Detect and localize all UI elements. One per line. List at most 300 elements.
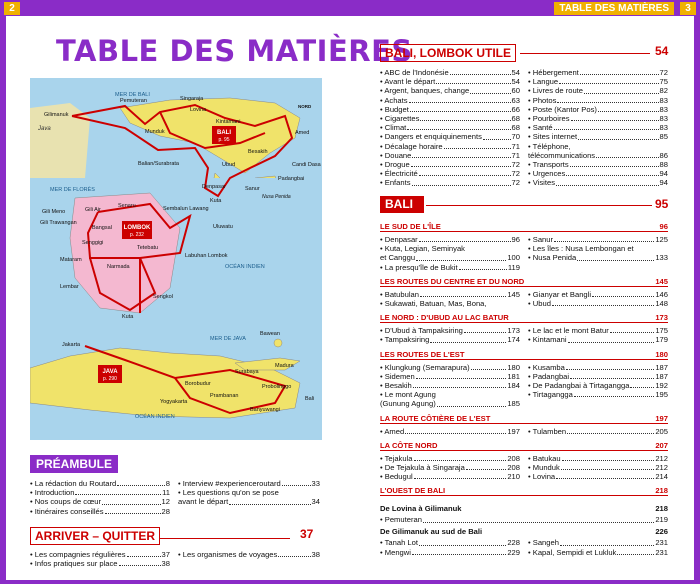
- toc-entry-page: 133: [655, 253, 668, 263]
- toc-entry-title: • Kusamba: [528, 362, 565, 372]
- toc-entry-page: 187: [655, 371, 668, 381]
- toc-entry-title: • Munduk: [528, 463, 560, 472]
- toc-entry-title: • Sangeh: [528, 538, 559, 548]
- toc-entry: [528, 548, 668, 557]
- toc-entry-page: 210: [507, 472, 520, 482]
- toc-entry-page: 212: [655, 453, 668, 463]
- bottom-border: [0, 580, 700, 584]
- toc-entry-page: 205: [655, 426, 668, 436]
- toc-entry-title: • Klungkung (Semarapura): [380, 362, 470, 372]
- preambule-left-list: [30, 479, 170, 516]
- preambule-right-list: [178, 479, 320, 507]
- map-label-ocean-2: OCÉAN INDIEN: [135, 414, 175, 420]
- toc-entry: [528, 372, 668, 381]
- toc-entry: [178, 550, 320, 559]
- svg-text:Balian/Surabrata: Balian/Surabrata: [138, 161, 179, 167]
- toc-entry-title: • Tampaksiring: [380, 335, 430, 345]
- toc-entry-title: • Pemuteran: [380, 515, 422, 525]
- toc-entry-title: • Avant le départ: [380, 77, 436, 87]
- toc-entry-title: • Le lac et le mont Batur: [528, 326, 609, 336]
- toc-entry-page: 185: [507, 399, 520, 409]
- toc-entry-page: 38: [311, 550, 320, 559]
- toc-entry: [380, 427, 520, 436]
- toc-entry-title: télécommunications: [528, 150, 596, 160]
- toc-entry-title: • Drogue: [380, 160, 410, 170]
- toc-entry-title: • Sanur: [528, 235, 554, 244]
- toc-entry: [380, 399, 520, 408]
- toc-entry: [380, 463, 520, 472]
- toc-entry-title: • Sidemen: [380, 371, 415, 381]
- toc-entry-page: 68: [511, 114, 520, 124]
- bali-subsection-heading: LES ROUTES DE L'EST 180: [380, 349, 668, 359]
- toc-entry: [178, 497, 320, 506]
- utile-right-list: [528, 68, 668, 188]
- toc-entry: [380, 326, 520, 335]
- map-label-mer-flores: MER DE FLORÈS: [50, 187, 95, 193]
- toc-entry-page: 63: [511, 95, 520, 105]
- right-page-number: 3: [680, 2, 696, 15]
- bali-rule: [426, 205, 652, 206]
- svg-text:Denpasar: Denpasar: [202, 184, 226, 190]
- toc-entry-title: • Kapal, Sempidi et Lukluk: [528, 547, 617, 557]
- svg-text:Probolinggo: Probolinggo: [262, 384, 292, 390]
- toc-entry: [380, 142, 520, 151]
- toc-entry: [528, 326, 668, 335]
- svg-text:Lovina: Lovina: [190, 107, 207, 113]
- toc-entry: [528, 363, 668, 372]
- map-label-java: Java: [38, 126, 51, 132]
- svg-text:Bawean: Bawean: [260, 331, 280, 337]
- toc-entry-title: • Dangers et enquiquinements: [380, 132, 482, 142]
- svg-text:Amed: Amed: [295, 130, 310, 136]
- toc-entry-title: • Besakih: [380, 381, 412, 390]
- left-page-number: 2: [4, 2, 20, 15]
- svg-text:Uluwatu: Uluwatu: [213, 224, 233, 230]
- toc-entry: [528, 178, 668, 187]
- right-border: [694, 0, 700, 584]
- map-label-nusa-penida: Nusa Penida: [262, 194, 291, 200]
- java-badge-label: JAVA: [102, 369, 118, 375]
- toc-entry-page: 187: [655, 362, 668, 372]
- toc-entry: [528, 253, 668, 262]
- toc-entry-page: 119: [507, 262, 520, 272]
- toc-entry-page: 146: [655, 289, 668, 299]
- toc-entry: [528, 454, 668, 463]
- map-label-mer-java: MER DE JAVA: [210, 336, 246, 342]
- bali-subsection-heading: L'OUEST DE BALI 218: [380, 486, 668, 496]
- utile-left-list: [380, 68, 520, 188]
- toc-entry: [528, 77, 668, 86]
- toc-entry-title: • Batubulan: [380, 289, 419, 299]
- toc-entry-title: • Livres de route: [528, 86, 583, 96]
- toc-entry-title: • Douane: [380, 150, 412, 160]
- bali-page: 95: [655, 197, 669, 211]
- toc-entry-page: 72: [659, 68, 668, 77]
- toc-entry-page: 83: [659, 123, 668, 133]
- toc-entry: [528, 299, 668, 308]
- toc-entry-page: 231: [655, 547, 668, 557]
- toc-entry-title: • Argent, banques, change: [380, 86, 470, 96]
- toc-entry-page: 228: [507, 538, 520, 548]
- toc-entry: [380, 132, 520, 141]
- toc-entry: [380, 105, 520, 114]
- toc-entry-title: • Sites internet: [528, 132, 578, 142]
- toc-entry-title: • Kintamani: [528, 335, 567, 345]
- toc-entry: [30, 497, 170, 506]
- bali-badge-page: p. 95: [218, 137, 230, 143]
- toc-entry-page: 145: [507, 289, 520, 299]
- bali-badge-label: BALI: [217, 130, 231, 136]
- toc-entry-page: 37: [161, 550, 170, 559]
- toc-entry-page: 175: [655, 326, 668, 336]
- toc-entry-page: 72: [511, 160, 520, 170]
- toc-entry: [528, 381, 668, 390]
- toc-entry-title: • Padangbai: [528, 371, 570, 381]
- toc-entry-page: 96: [511, 235, 520, 244]
- toc-entry-page: 86: [659, 150, 668, 160]
- toc-entry: [380, 123, 520, 132]
- toc-entry-title: • De Tejakula à Singaraja: [380, 463, 465, 472]
- toc-entry-page: 94: [659, 178, 668, 188]
- map-label-ocean-1: OCÉAN INDIEN: [225, 264, 265, 270]
- toc-entry-title: • Le mont Agung: [380, 390, 436, 400]
- toc-entry-title: (Gunung Agung): [380, 399, 436, 409]
- toc-entry-title: • Mengwi: [380, 547, 411, 557]
- svg-text:Madura: Madura: [275, 363, 294, 369]
- toc-entry: [380, 160, 520, 169]
- toc-entry: [528, 114, 668, 123]
- toc-entry: [528, 290, 668, 299]
- toc-entry: [380, 472, 520, 481]
- bali-lombok-utile-heading: BALI, LOMBOK UTILE: [380, 44, 516, 62]
- svg-text:Narmada: Narmada: [107, 264, 130, 270]
- toc-entry-title: • Denpasar: [380, 235, 418, 244]
- toc-entry-page: 181: [507, 371, 520, 381]
- svg-text:Sanur: Sanur: [245, 186, 260, 192]
- toc-entry-page: 75: [659, 77, 668, 87]
- toc-entry: [380, 253, 520, 262]
- toc-entry-page: 195: [655, 390, 668, 400]
- toc-entry-title: • Visites: [528, 178, 555, 188]
- svg-text:Lembar: Lembar: [60, 284, 79, 290]
- toc-entry: [528, 169, 668, 178]
- toc-entry-page: 71: [511, 141, 520, 151]
- svg-text:Senaru: Senaru: [118, 203, 136, 209]
- bali-subsection-heading: LE NORD : D'UBUD AU LAC BATUR 173: [380, 313, 668, 323]
- svg-text:Yogyakarta: Yogyakarta: [160, 399, 188, 405]
- svg-text:Borobudur: Borobudur: [185, 381, 211, 387]
- toc-entry-title: • Interview #experienceroutard: [178, 479, 281, 488]
- svg-text:Pemuteran: Pemuteran: [120, 98, 147, 104]
- region-map: [30, 78, 322, 440]
- toc-entry: [528, 68, 668, 77]
- toc-entry-title: • Tirtagangga: [528, 390, 573, 400]
- svg-text:Kuta: Kuta: [210, 198, 222, 204]
- svg-text:Sengkol: Sengkol: [153, 294, 173, 300]
- toc-entry-page: 88: [659, 160, 668, 170]
- toc-entry: [380, 96, 520, 105]
- svg-text:Sembalun Lawang: Sembalun Lawang: [163, 206, 209, 212]
- toc-entry: [528, 151, 668, 160]
- svg-text:Bangsal: Bangsal: [92, 225, 112, 231]
- svg-text:Jakarta: Jakarta: [62, 342, 81, 348]
- arriver-quitter-heading: ARRIVER – QUITTER: [30, 527, 160, 545]
- toc-entry-title: • Enfants: [380, 178, 411, 188]
- arriver-left-list: [30, 550, 170, 568]
- toc-entry-page: 179: [655, 335, 668, 345]
- toc-entry-page: 12: [161, 497, 170, 507]
- java-badge-page: p. 290: [103, 376, 117, 382]
- toc-entry-page: 68: [511, 123, 520, 133]
- toc-entry: [30, 550, 170, 559]
- toc-entry-page: 60: [511, 86, 520, 96]
- toc-entry: [380, 454, 520, 463]
- svg-text:Candi Dasa: Candi Dasa: [292, 162, 321, 168]
- toc-entry-title: • Pourboires: [528, 114, 570, 124]
- toc-entry-title: • Kuta, Legian, Seminyak: [380, 244, 465, 254]
- toc-entry-title: • Infos pratiques sur place: [30, 559, 118, 569]
- toc-entry: [528, 160, 668, 169]
- toc-entry-title: • Budget: [380, 104, 409, 114]
- toc-entry-page: 85: [659, 132, 668, 142]
- toc-entry-title: • Bedugul: [380, 472, 413, 482]
- toc-entry-title: • Hébergement: [528, 68, 579, 77]
- svg-text:Ubud: Ubud: [222, 162, 236, 168]
- bali-sub-subheading: De Gilimanuk au sud de Bali 226: [380, 527, 668, 537]
- toc-entry-page: 72: [511, 178, 520, 188]
- arriver-rule: [160, 538, 290, 539]
- svg-text:Singaraja: Singaraja: [180, 96, 204, 102]
- svg-text:Mataram: Mataram: [60, 257, 82, 263]
- toc-entry-title: • Santé: [528, 123, 553, 133]
- toc-entry-title: • Les questions qu'on se pose: [178, 488, 279, 498]
- lombok-badge-label: LOMBOK: [123, 225, 151, 231]
- toc-entry-page: 11: [162, 488, 170, 498]
- toc-entry-page: 100: [507, 253, 520, 263]
- bali-subsection-heading: LE SUD DE L'ÎLE 96: [380, 222, 668, 231]
- toc-entry-title: • Ubud: [528, 299, 551, 308]
- toc-entry: [380, 178, 520, 187]
- toc-entry-title: • Gianyar et Bangli: [528, 289, 592, 299]
- toc-entry-title: • La rédaction du Routard: [30, 479, 117, 488]
- toc-entry-page: 54: [511, 77, 520, 87]
- toc-entry-title: • Les organismes de voyages: [178, 550, 278, 559]
- toc-entry-title: • Les îles : Nusa Lembongan et: [528, 244, 634, 254]
- lombok-badge-page: p. 232: [130, 232, 144, 238]
- left-border: [0, 0, 6, 584]
- toc-entry-title: • Urgences: [528, 169, 566, 179]
- toc-entry-title: • Tejakula: [380, 453, 413, 463]
- page-title: TABLE DES MATIÈRES: [56, 34, 413, 68]
- toc-entry-title: • Poste (Kantor Pos): [528, 104, 597, 114]
- toc-entry-page: 174: [507, 335, 520, 345]
- bali-sub-subheading: De Lovina à Gilimanuk 218: [380, 504, 668, 514]
- utile-page: 54: [655, 44, 669, 58]
- toc-entry-title: • Électricité: [380, 169, 418, 179]
- toc-entry: [30, 488, 170, 497]
- toc-entry: [380, 299, 520, 308]
- toc-entry-page: 83: [659, 114, 668, 124]
- toc-entry: [380, 381, 520, 390]
- toc-entry: [30, 479, 170, 488]
- toc-entry-title: • Introduction: [30, 488, 75, 498]
- toc-entry-title: • D'Ubud à Tampaksiring: [380, 326, 463, 336]
- toc-entry-page: 208: [507, 463, 520, 472]
- toc-entry-page: 208: [507, 453, 520, 463]
- toc-entry: [528, 244, 668, 253]
- toc-entry-page: 54: [511, 68, 520, 77]
- bali-subsection-heading: LA ROUTE CÔTIÈRE DE L'EST 197: [380, 413, 668, 423]
- toc-entry: [30, 559, 170, 568]
- svg-text:Gili Trawangan: Gili Trawangan: [40, 220, 77, 226]
- toc-entry-page: 38: [161, 559, 170, 569]
- svg-text:Kuta: Kuta: [122, 314, 134, 320]
- toc-entry: [380, 86, 520, 95]
- toc-entry: [380, 169, 520, 178]
- toc-entry: [380, 114, 520, 123]
- toc-entry: [380, 263, 520, 272]
- toc-entry: [380, 235, 520, 244]
- toc-entry-page: 28: [161, 506, 170, 516]
- toc-entry-title: • De Padangbai à Tirtagangga: [528, 381, 630, 390]
- toc-entry: [380, 151, 520, 160]
- running-header: TABLE DES MATIÈRES: [554, 2, 674, 15]
- toc-entry-page: 231: [655, 538, 668, 548]
- toc-entry-title: • Tulamben: [528, 426, 567, 436]
- svg-text:Senggigi: Senggigi: [82, 240, 104, 246]
- toc-entry-title: • Transports: [528, 160, 569, 170]
- toc-entry: [528, 96, 668, 105]
- toc-entry-page: 197: [507, 426, 520, 436]
- toc-entry-page: 72: [511, 169, 520, 179]
- toc-entry: [178, 479, 320, 488]
- toc-entry-title: • Téléphone,: [528, 141, 571, 151]
- toc-entry: [380, 548, 520, 557]
- arriver-right-list: [178, 550, 320, 559]
- toc-entry-page: 83: [659, 104, 668, 114]
- toc-entry-page: 125: [655, 235, 668, 244]
- compass-label: NORD: [298, 104, 312, 109]
- toc-entry-title: • Nos coups de cœur: [30, 497, 102, 507]
- toc-entry-page: 173: [507, 326, 520, 336]
- toc-entry-page: 34: [311, 497, 320, 507]
- map-label-mer-bali: MER DE BALI: [115, 92, 150, 98]
- svg-text:Munduk: Munduk: [145, 129, 165, 135]
- toc-entry: [380, 77, 520, 86]
- toc-entry: [528, 123, 668, 132]
- svg-text:Padangbai: Padangbai: [278, 176, 305, 182]
- toc-entry-title: • Amed: [380, 426, 405, 436]
- utile-rule: [520, 53, 650, 54]
- toc-entry-page: 219: [655, 515, 668, 525]
- toc-entry: [380, 363, 520, 372]
- toc-entry-title: • Décalage horaire: [380, 141, 443, 151]
- preambule-heading: PRÉAMBULE: [30, 455, 118, 473]
- svg-text:Gilimanuk: Gilimanuk: [44, 112, 69, 118]
- toc-entry: [380, 390, 520, 399]
- svg-text:Tetebatu: Tetebatu: [137, 245, 159, 251]
- toc-entry: [528, 86, 668, 95]
- toc-entry-title: • Langue: [528, 77, 559, 87]
- toc-entry-page: 83: [659, 95, 668, 105]
- toc-entry: [528, 463, 668, 472]
- toc-entry: [528, 335, 668, 344]
- toc-entry: [380, 372, 520, 381]
- toc-entry-page: 229: [507, 547, 520, 557]
- toc-entry-title: • Photos: [528, 95, 557, 105]
- toc-entry-title: • Itinéraires conseillés: [30, 506, 104, 516]
- toc-entry-page: 70: [511, 132, 520, 142]
- bali-heading: BALI: [380, 196, 424, 213]
- toc-entry-page: 192: [655, 381, 668, 390]
- toc-entry-page: 71: [511, 150, 520, 160]
- svg-text:Prambanan: Prambanan: [210, 393, 239, 399]
- toc-entry: [528, 472, 668, 481]
- toc-entry: [380, 515, 668, 524]
- toc-entry-page: 214: [655, 472, 668, 482]
- svg-text:Banyuwangi: Banyuwangi: [250, 407, 280, 413]
- toc-entry: [380, 244, 520, 253]
- toc-entry-page: 184: [507, 381, 520, 390]
- toc-entry: [380, 290, 520, 299]
- toc-entry: [528, 538, 668, 547]
- toc-entry-page: 66: [511, 104, 520, 114]
- toc-entry: [380, 538, 520, 547]
- toc-entry: [380, 335, 520, 344]
- svg-text:Labuhan Lombok: Labuhan Lombok: [185, 253, 228, 259]
- toc-entry-title: • ABC de l'Indonésie: [380, 68, 449, 77]
- toc-entry-page: 94: [659, 169, 668, 179]
- svg-text:Bali: Bali: [305, 396, 315, 402]
- toc-entry-title: avant le départ: [178, 497, 229, 507]
- toc-entry-title: • Achats: [380, 95, 408, 105]
- toc-entry-title: • Cigarettes: [380, 114, 420, 124]
- toc-entry: [528, 427, 668, 436]
- toc-entry-title: • Tanah Lot: [380, 538, 418, 548]
- svg-text:Kintamani: Kintamani: [216, 119, 241, 125]
- toc-entry: [528, 390, 668, 399]
- toc-entry-page: 180: [507, 362, 520, 372]
- toc-entry: [528, 105, 668, 114]
- toc-entry-title: • Sukawati, Batuan, Mas, Bona,: [380, 299, 487, 308]
- toc-entry-title: • Batukau: [528, 453, 561, 463]
- toc-entry-page: 82: [659, 86, 668, 96]
- svg-text:Gili Air: Gili Air: [85, 207, 101, 213]
- toc-entry: [528, 132, 668, 141]
- bali-subsection-heading: LES ROUTES DU CENTRE ET DU NORD 145: [380, 276, 668, 286]
- toc-entry-title: • Lovina: [528, 472, 556, 482]
- toc-entry-page: 33: [311, 479, 320, 488]
- toc-entry: [528, 235, 668, 244]
- bali-subsection-heading: LA CÔTE NORD 207: [380, 440, 668, 450]
- toc-entry-title: • Climat: [380, 123, 407, 133]
- arriver-page: 37: [300, 527, 314, 541]
- toc-entry-page: 8: [165, 479, 170, 488]
- toc-entry: [528, 142, 668, 151]
- toc-entry: [380, 68, 520, 77]
- toc-entry-title: • La presqu'île de Bukit: [380, 262, 458, 272]
- toc-entry-title: • Les compagnies régulières: [30, 550, 126, 559]
- toc-entry-title: • Nusa Penida: [528, 253, 577, 263]
- toc-entry-page: 148: [655, 299, 668, 308]
- toc-entry: [30, 507, 170, 516]
- svg-text:Gili Meno: Gili Meno: [42, 209, 66, 215]
- toc-entry-page: 212: [655, 463, 668, 472]
- toc-entry: [178, 488, 320, 497]
- toc-entry-title: et Canggu: [380, 253, 416, 263]
- svg-text:Surabaya: Surabaya: [235, 369, 259, 375]
- svg-text:Besakih: Besakih: [248, 149, 268, 155]
